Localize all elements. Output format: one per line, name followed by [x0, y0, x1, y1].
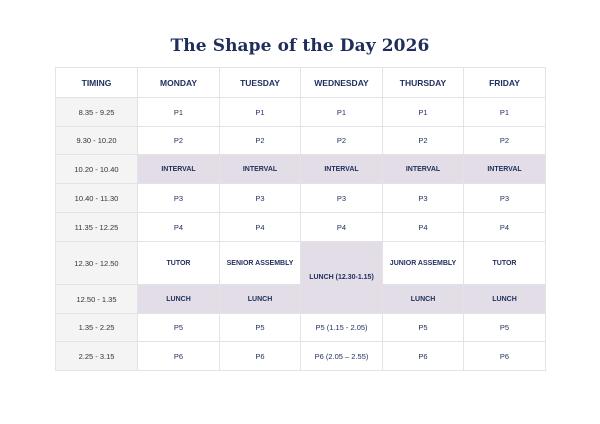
period-cell: P1	[301, 98, 383, 127]
interval-cell: INTERVAL	[383, 155, 464, 184]
time-cell: 11.35 - 12.25	[56, 213, 138, 242]
timetable	[55, 67, 546, 371]
period-cell: P2	[383, 127, 464, 155]
period-cell: P1	[138, 98, 220, 127]
time-cell: 9.30 - 10.20	[56, 127, 138, 155]
table-row	[56, 242, 546, 285]
time-cell: 12.30 - 12.50	[56, 242, 138, 285]
table-row	[56, 98, 546, 127]
table-row	[56, 127, 546, 155]
senior-assembly-cell: SENIOR ASSEMBLY	[220, 242, 301, 285]
period-cell: P4	[464, 213, 546, 242]
time-cell: 1.35 - 2.25	[56, 314, 138, 342]
tutor-cell: TUTOR	[138, 242, 220, 285]
period-cell: P3	[220, 184, 301, 213]
period-cell: P6	[383, 342, 464, 371]
interval-cell: INTERVAL	[138, 155, 220, 184]
page-title: The Shape of the Day 2026	[170, 36, 430, 56]
junior-assembly-cell: JUNIOR ASSEMBLY	[383, 242, 464, 285]
period-cell: P1	[383, 98, 464, 127]
wednesday-lunch-cell: LUNCH (12.30-1.15)	[301, 242, 383, 314]
time-cell: 10.20 - 10.40	[56, 155, 138, 184]
period-cell: P6	[220, 342, 301, 371]
time-cell: 8.35 - 9.25	[56, 98, 138, 127]
period-cell: P4	[220, 213, 301, 242]
header-friday: FRIDAY	[464, 68, 546, 98]
table-row	[56, 342, 546, 371]
period-cell: P6 (2.05 – 2.55)	[301, 342, 383, 371]
time-cell: 10.40 - 11.30	[56, 184, 138, 213]
period-cell: P2	[138, 127, 220, 155]
period-cell: P3	[464, 184, 546, 213]
period-cell: P2	[301, 127, 383, 155]
header-thursday: THURSDAY	[383, 68, 464, 98]
lunch-cell: LUNCH	[383, 285, 464, 314]
interval-cell: INTERVAL	[220, 155, 301, 184]
period-cell: P3	[383, 184, 464, 213]
table-row	[56, 155, 546, 184]
period-cell: P5 (1.15 - 2.05)	[301, 314, 383, 342]
time-cell: 12.50 - 1.35	[56, 285, 138, 314]
header-wednesday: WEDNESDAY	[301, 68, 383, 98]
period-cell: P4	[301, 213, 383, 242]
period-cell: P4	[383, 213, 464, 242]
period-cell: P5	[220, 314, 301, 342]
lunch-cell: LUNCH	[464, 285, 546, 314]
period-cell: P2	[220, 127, 301, 155]
table-row	[56, 184, 546, 213]
period-cell: P5	[464, 314, 546, 342]
period-cell: P1	[220, 98, 301, 127]
interval-cell: INTERVAL	[464, 155, 546, 184]
header-tuesday: TUESDAY	[220, 68, 301, 98]
period-cell: P6	[464, 342, 546, 371]
period-cell: P6	[138, 342, 220, 371]
interval-cell: INTERVAL	[301, 155, 383, 184]
period-cell: P5	[138, 314, 220, 342]
period-cell: P5	[383, 314, 464, 342]
table-row	[56, 314, 546, 342]
lunch-cell: LUNCH	[138, 285, 220, 314]
header-timing: TIMING	[56, 68, 138, 98]
header-row	[56, 68, 546, 98]
header-monday: MONDAY	[138, 68, 220, 98]
lunch-cell: LUNCH	[220, 285, 301, 314]
table-row	[56, 213, 546, 242]
time-cell: 2.25 - 3.15	[56, 342, 138, 371]
period-cell: P4	[138, 213, 220, 242]
tutor-cell: TUTOR	[464, 242, 546, 285]
period-cell: P1	[464, 98, 546, 127]
period-cell: P2	[464, 127, 546, 155]
period-cell: P3	[301, 184, 383, 213]
period-cell: P3	[138, 184, 220, 213]
